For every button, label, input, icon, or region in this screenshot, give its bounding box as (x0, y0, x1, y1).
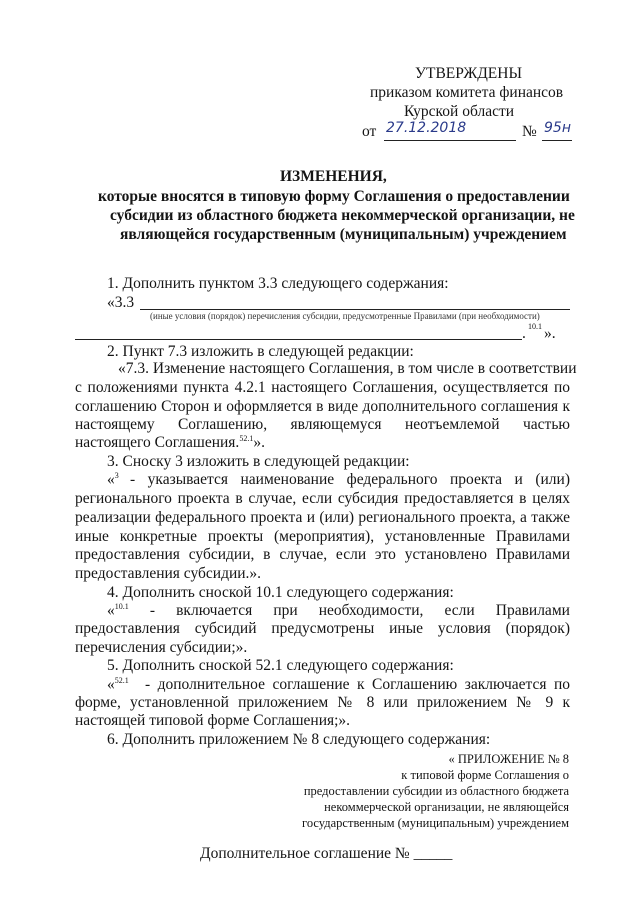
item4-quote: « (107, 602, 115, 619)
item2-line-1: «7.3. Изменение настоящего Соглашения, в том числе в соответствии (118, 360, 577, 377)
footer-text (200, 845, 452, 863)
item4-line-3: перечисления субсидии;». (75, 639, 248, 656)
item3-line-2: регионального проекта в случае, если субсидия предоставляется в целях (75, 490, 570, 507)
item3-open (107, 471, 119, 489)
footer-label: Дополнительное соглашение № (200, 845, 410, 862)
item2-line-4-word: частью (522, 416, 570, 433)
item3-text: 3. Сноску 3 изложить в следующей редакции: (107, 453, 410, 470)
appendix-line-1: к типовой форме Соглашения о (401, 768, 569, 782)
item2-line-5-text: настоящего Соглашения. (75, 434, 240, 451)
footer-blank: _____ (413, 845, 453, 862)
item3-line-5: предоставления субсидии, в случае, если это установлено Правилами (75, 546, 570, 563)
item1-hint: (иные условия (порядок) перечисления субсидии, предусмотренные Правилами (при необходимости) (150, 311, 540, 321)
appendix-line-4: государственным (муниципальным) учреждением (302, 816, 569, 830)
item4-word: при (273, 602, 298, 619)
item4-word: Правилами (495, 602, 570, 619)
approval-date-line (384, 140, 516, 141)
approval-line-1: приказом комитета финансов (370, 84, 564, 101)
item1-end-mark: ». (544, 325, 556, 342)
item3-line-6: предоставления субсидии.». (75, 565, 262, 582)
item4-line-2: предоставления субсидий предусмотрены иные условия (порядок) (75, 620, 570, 637)
heading-line-2: субсидии из областного бюджета некоммерческой организации, не (110, 207, 575, 224)
item5-footnote-ref: 52.1 (114, 675, 129, 685)
item5-open (107, 676, 129, 694)
item2-line-4-word: неотъемлемой (404, 416, 500, 433)
item5-text: 5. Дополнить сноской 52.1 следующего содержания: (107, 657, 454, 674)
item4-word: необходимости, (318, 602, 424, 619)
approval-line-2: Курской области (404, 103, 515, 120)
item1-fill-line-1 (140, 309, 570, 310)
item3-line-3: реализации федерального проекта и (или) регионального проекта, а также (75, 509, 570, 526)
item5-line-1-text: - дополнительное соглашение к Соглашению заключается по (145, 676, 570, 693)
item5-line-1 (107, 676, 570, 694)
heading-line-3: являющейся государственным (муниципальным) учреждением (120, 226, 567, 243)
approval-number-value: 95н (544, 120, 571, 136)
approval-date-prefix: от (362, 123, 377, 140)
item4-word: - (149, 602, 156, 619)
item4-footnote-ref: 10.1 (114, 601, 129, 611)
heading-title: ИЗМЕНЕНИЯ, (280, 168, 387, 185)
item3-line-1 (107, 471, 570, 489)
item2-line-5 (75, 434, 265, 452)
item5-line-3: настоящей типовой форме Соглашения;». (75, 712, 351, 729)
approval-number-line (542, 140, 572, 141)
item3-quote: « (107, 471, 115, 488)
heading-line-1: которые вносятся в типовую форму Соглашения о предоставлении (98, 188, 570, 205)
appendix-title: « ПРИЛОЖЕНИЕ № 8 (448, 752, 569, 766)
appendix-line-3: некоммерческой организации, не являющейся (324, 800, 569, 814)
item4-word: если (444, 602, 475, 619)
item1-end-sup: 10.1 (528, 322, 542, 331)
item3-line-1-text: - указывается наименование федерального проекта и (или) (130, 471, 570, 488)
item2-line-2: с положениями пункта 4.2.1 настоящего Соглашения, осуществляется по (75, 379, 570, 396)
item2-line-5-end: ». (253, 434, 265, 451)
item4-open (107, 602, 129, 620)
item2-line-4-word: Соглашению, (177, 416, 268, 433)
item4-word: включается (176, 602, 253, 619)
item3-footnote-ref: 3 (114, 470, 119, 480)
item4-line-1 (107, 602, 570, 620)
item1-fill-line-2 (75, 339, 522, 340)
item2-line-4-word: являющемуся (290, 416, 382, 433)
approval-number-prefix: № (522, 123, 537, 140)
item5-quote: « (107, 676, 115, 693)
item1-text: 1. Дополнить пунктом 3.3 следующего содержания: (107, 275, 449, 292)
item2-line-4 (75, 416, 570, 434)
item4-text: 4. Дополнить сноской 10.1 следующего содержания: (107, 584, 454, 601)
item1-dot: . (522, 325, 526, 342)
item3-line-4: иные конкретные проекты (мероприятия), установленные Правилами (75, 528, 570, 545)
item5-line-2: форме, установленной приложением № 8 или приложением № 9 к (75, 694, 570, 711)
item2-footnote-ref: 52.1 (239, 433, 254, 443)
approval-date-value: 27.12.2018 (386, 120, 467, 136)
item2-line-3: соглашению Сторон и оформляется в виде дополнительного соглашения к (75, 398, 570, 415)
item6-text: 6. Дополнить приложением № 8 следующего содержания: (107, 731, 491, 748)
appendix-line-2: предоставлении субсидии из областного бюджета (303, 784, 569, 798)
item1-prefix: «3.3 (107, 294, 135, 311)
item2-line-4-word: настоящему (75, 416, 155, 433)
item2-text: 2. Пункт 7.3 изложить в следующей редакции: (107, 343, 414, 360)
approval-title: УТВЕРЖДЕНЫ (415, 65, 522, 82)
